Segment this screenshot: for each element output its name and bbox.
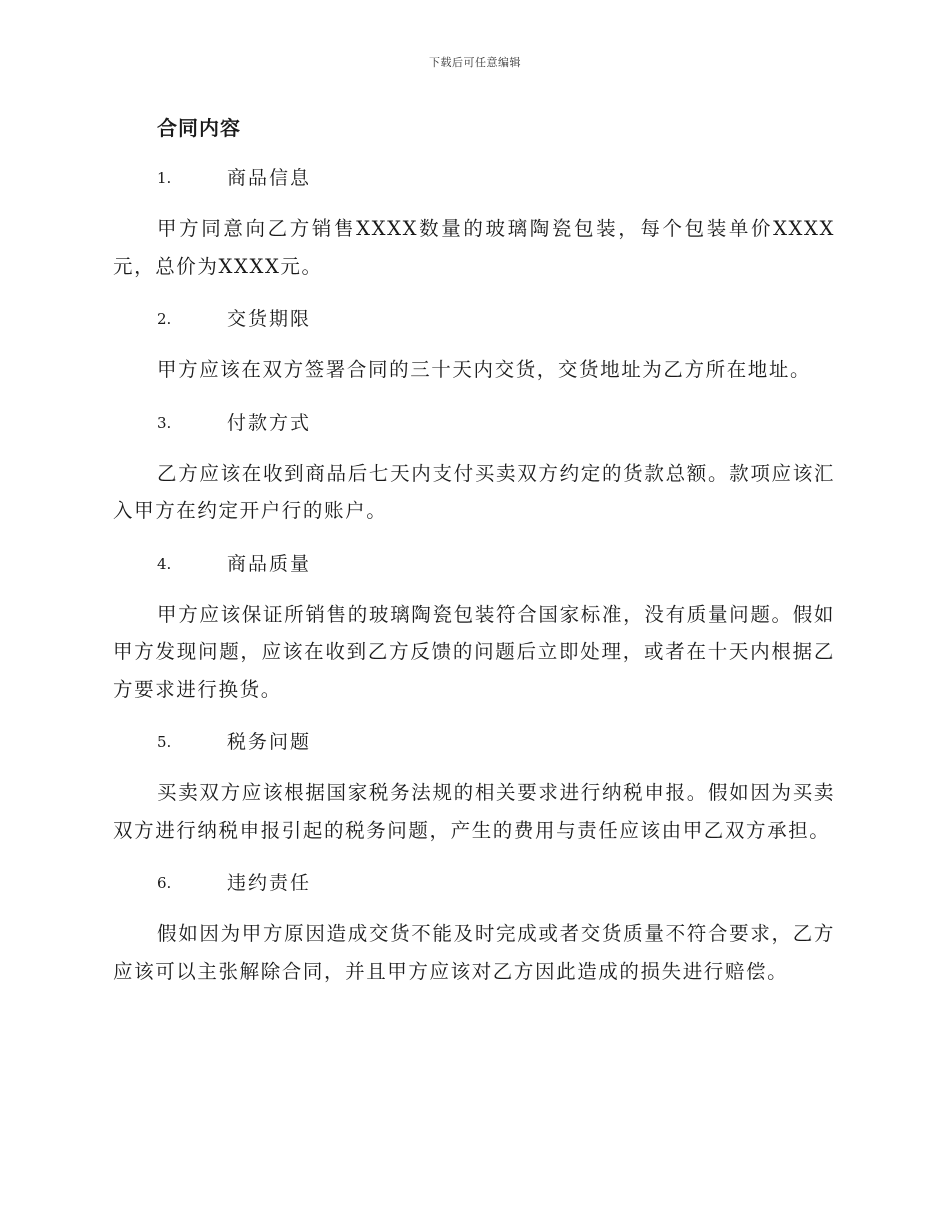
section-body-2: 甲方应该在双方签署合同的三十天内交货，交货地址为乙方所在地址。 [157,358,812,381]
section-number: 5. [157,733,172,751]
section-heading-5 [113,724,835,760]
section-heading-2 [113,301,835,337]
section-body-1: 甲方同意向乙方销售XXXX数量的玻璃陶瓷包装，每个包装单价XXXX元，总价为XXXX元。 [113,217,835,278]
document-title: 合同内容 [157,116,241,140]
section-body-4: 甲方应该保证所销售的玻璃陶瓷包装符合国家标准，没有质量问题。假如甲方发现问题，应该在收到乙方反馈的问题后立即处理，或者在十天内根据乙方要求进行换货。 [113,602,835,701]
document-content [113,110,835,990]
section-number: 6. [157,874,172,892]
page-header: 下载后可任意编辑 [429,56,521,69]
section-title: 商品信息 [227,167,312,189]
section-heading-3 [113,405,835,441]
section-body-3: 乙方应该在收到商品后七天内支付买卖双方约定的货款总额。款项应该汇入甲方在约定开户行的账户。 [113,461,835,522]
section-heading-1 [113,160,835,196]
section-heading-4 [113,546,835,582]
section-body-5: 买卖双方应该根据国家税务法规的相关要求进行纳税申报。假如因为买卖双方进行纳税申报引起的税务问题，产生的费用与责任应该由甲乙双方承担。 [113,781,835,842]
section-number: 2. [157,310,172,328]
section-title: 付款方式 [227,411,312,434]
section-number: 3. [157,413,172,432]
section-title: 交货期限 [227,308,312,330]
section-number: 4. [157,554,172,573]
section-title: 违约责任 [227,872,312,894]
section-body-6: 假如因为甲方原因造成交货不能及时完成或者交货质量不符合要求，乙方应该可以主张解除合同，并且甲方应该对乙方因此造成的损失进行赔偿。 [113,922,835,983]
section-heading-6 [113,865,835,901]
section-title: 税务问题 [227,731,312,753]
section-title: 商品质量 [227,552,312,575]
section-number: 1. [157,169,172,187]
